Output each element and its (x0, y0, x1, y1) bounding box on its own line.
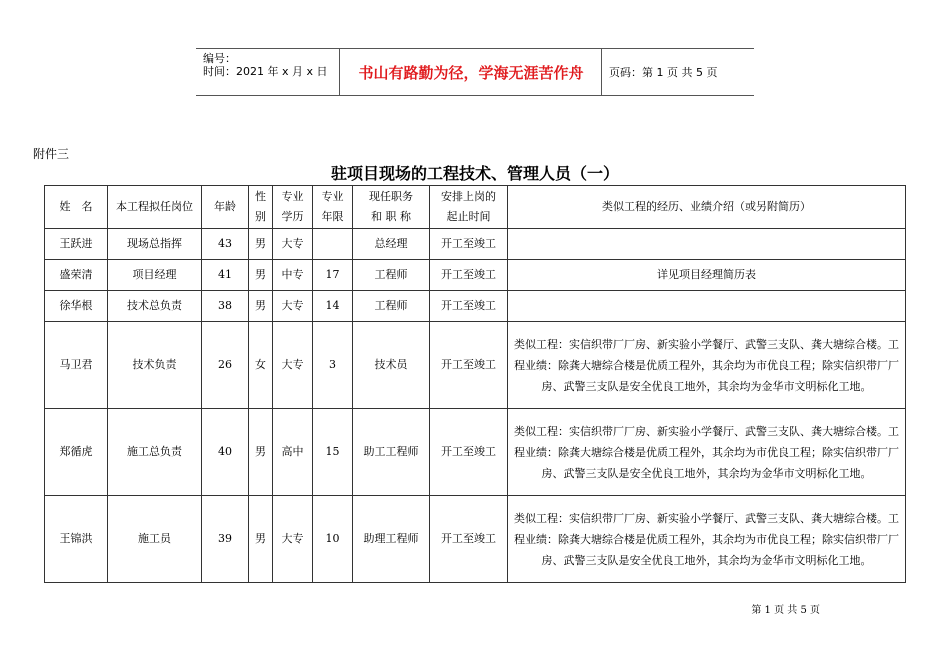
cell-title: 助工工程师 (353, 409, 430, 496)
cell-name: 王跃进 (45, 229, 108, 260)
cell-title: 工程师 (353, 260, 430, 291)
cell-position: 现场总指挥 (108, 229, 202, 260)
header-period (430, 186, 508, 229)
cell-experience: 类似工程：实信织带厂厂房、新实验小学餐厅、武警三支队、龚大塘综合楼。工程业绩：除龚大塘综合楼是优质工程外，其余均为市优良工程；除实信织带厂厂房、武警三支队是安全优良工地外，其余均为金华市文明标化工地。 (508, 322, 906, 409)
table-row (45, 322, 906, 409)
cell-name: 徐华根 (45, 291, 108, 322)
cell-age: 26 (202, 322, 249, 409)
cell-title: 助理工程师 (353, 496, 430, 583)
header-position: 本工程拟任岗位 (108, 186, 202, 229)
header-gender (249, 186, 273, 229)
cell-experience: 类似工程：实信织带厂厂房、新实验小学餐厅、武警三支队、龚大塘综合楼。工程业绩：除龚大塘综合楼是优质工程外，其余均为市优良工程；除实信织带厂厂房、武警三支队是安全优良工地外，其余均为金华市文明标化工地。 (508, 496, 906, 583)
header-title-line1: 现任职务 (369, 190, 413, 203)
header-education-line2: 学历 (281, 210, 304, 223)
header-top-rule (196, 48, 754, 49)
cell-age: 39 (202, 496, 249, 583)
cell-position: 项目经理 (108, 260, 202, 291)
staff-table (44, 185, 906, 583)
cell-education: 大专 (273, 322, 313, 409)
cell-position: 技术总负责 (108, 291, 202, 322)
header-divider-right (601, 49, 602, 95)
cell-education: 大专 (273, 496, 313, 583)
cell-period: 开工至竣工 (430, 229, 508, 260)
header-bottom-rule (196, 95, 754, 96)
attachment-label: 附件三 (33, 147, 70, 161)
cell-period: 开工至竣工 (430, 291, 508, 322)
cell-gender: 男 (249, 260, 273, 291)
cell-title: 工程师 (353, 291, 430, 322)
header-name: 姓 名 (45, 186, 108, 229)
header-years (313, 186, 353, 229)
cell-years: 3 (313, 322, 353, 409)
cell-experience (508, 229, 906, 260)
header-period-line1: 安排上岗的 (441, 190, 496, 203)
cell-age: 43 (202, 229, 249, 260)
document-date: 时间：2021 年 x 月 x 日 (203, 65, 328, 78)
table-row (45, 291, 906, 322)
header-title (353, 186, 430, 229)
header-title-line2: 和 职 称 (371, 210, 411, 223)
header-years-line2: 年限 (321, 210, 344, 223)
cell-gender: 男 (249, 229, 273, 260)
cell-period: 开工至竣工 (430, 496, 508, 583)
cell-position: 施工员 (108, 496, 202, 583)
cell-education: 高中 (273, 409, 313, 496)
cell-experience: 类似工程：实信织带厂厂房、新实验小学餐厅、武警三支队、龚大塘综合楼。工程业绩：除龚大塘综合楼是优质工程外，其余均为市优良工程；除实信织带厂厂房、武警三支队是安全优良工地外，其余均为金华市文明标化工地。 (508, 409, 906, 496)
cell-experience (508, 291, 906, 322)
cell-period: 开工至竣工 (430, 260, 508, 291)
footer-page-number: 第 1 页 共 5 页 (751, 605, 820, 616)
cell-age: 38 (202, 291, 249, 322)
cell-name: 马卫君 (45, 322, 108, 409)
cell-gender: 女 (249, 322, 273, 409)
cell-gender: 男 (249, 291, 273, 322)
cell-education: 大专 (273, 291, 313, 322)
header-divider-left (339, 49, 340, 95)
header-education-line1: 专业 (281, 190, 304, 203)
header-age: 年龄 (202, 186, 249, 229)
cell-title: 技术员 (353, 322, 430, 409)
header-gender-line2: 别 (255, 210, 266, 223)
header-years-line1: 专业 (321, 190, 344, 203)
cell-name: 王锦洪 (45, 496, 108, 583)
table-row (45, 409, 906, 496)
header-period-line2: 起止时间 (446, 210, 491, 223)
cell-years: 10 (313, 496, 353, 583)
cell-position: 技术负责 (108, 322, 202, 409)
cell-position: 施工总负责 (108, 409, 202, 496)
cell-age: 41 (202, 260, 249, 291)
cell-period: 开工至竣工 (430, 322, 508, 409)
header-gender-line1: 性 (255, 190, 266, 203)
cell-years: 14 (313, 291, 353, 322)
cell-name: 盛荣清 (45, 260, 108, 291)
table-row (45, 229, 906, 260)
table-row (45, 496, 906, 583)
cell-experience: 详见项目经理简历表 (508, 260, 906, 291)
cell-period: 开工至竣工 (430, 409, 508, 496)
cell-years: 15 (313, 409, 353, 496)
header-page-number: 页码：第 1 页 共 5 页 (609, 66, 718, 79)
cell-years (313, 229, 353, 260)
table-header-row (45, 186, 906, 229)
table-row (45, 260, 906, 291)
document-number-label: 编号： (203, 52, 236, 65)
cell-age: 40 (202, 409, 249, 496)
cell-gender: 男 (249, 496, 273, 583)
cell-years: 17 (313, 260, 353, 291)
header-education (273, 186, 313, 229)
cell-education: 中专 (273, 260, 313, 291)
cell-title: 总经理 (353, 229, 430, 260)
header-motto: 书山有路勤为径，学海无涯苦作舟 (358, 64, 584, 82)
cell-education: 大专 (273, 229, 313, 260)
cell-name: 郑循虎 (45, 409, 108, 496)
cell-gender: 男 (249, 409, 273, 496)
header-experience: 类似工程的经历、业绩介绍（或另附简历） (508, 186, 906, 229)
document-title: 驻项目现场的工程技术、管理人员（一） (330, 164, 619, 183)
